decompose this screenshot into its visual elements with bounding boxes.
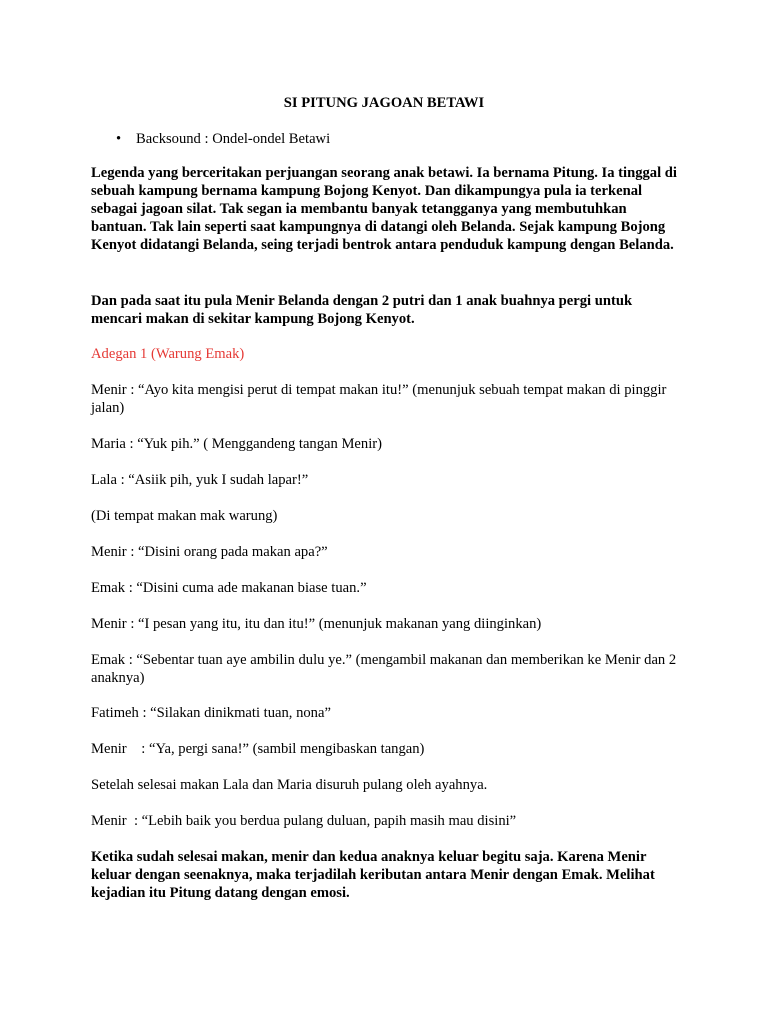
dialogue-line: Emak : “Disini cuma ade makanan biase tuan.” (91, 580, 367, 596)
dialogue-line: Setelah selesai makan Lala dan Maria disuruh pulang oleh ayahnya. (91, 777, 488, 793)
intro-paragraph: Legenda yang berceritakan perjuangan seorang anak betawi. Ia bernama Pitung. Ia tinggal di sebuah kampung bernama kampung Bojong Kenyot. Dan dikampungya pula ia terkenal sebagai jagoan silat. Tak segan ia membantu banyak tetangganya yang membutuhkan bantuan. Tak lain seperti saat kampungnya di datangi oleh Belanda. Sejak kampung Bojong Kenyot didatangi Belanda, seing terjadi bentrok antara penduduk kampung dengan Belanda. (91, 165, 677, 253)
dialogue-line: Menir : “Lebih baik you berdua pulang duluan, papih masih mau disini” (91, 813, 517, 829)
dialogue-line: Menir : “Disini orang pada makan apa?” (91, 544, 328, 560)
dialogue-line: Maria : “Yuk pih.” ( Menggandeng tangan Menir) (91, 436, 382, 452)
dialogue-line: Menir : “Ya, pergi sana!” (sambil mengibaskan tangan) (91, 741, 425, 757)
scene-heading: Adegan 1 (Warung Emak) (91, 346, 245, 362)
dialogue-line: Lala : “Asiik pih, yuk I sudah lapar!” (91, 472, 309, 488)
dialogue-line: Emak : “Sebentar tuan aye ambilin dulu ye.” (mengambil makanan dan memberikan ke Menir dan 2 anaknya) (91, 652, 677, 686)
document-title: SI PITUNG JAGOAN BETAWI (283, 95, 485, 111)
bullet-dot-icon: • (116, 131, 122, 147)
dialogue-line: Menir : “I pesan yang itu, itu dan itu!” (menunjuk makanan yang diinginkan) (91, 616, 542, 632)
backsound-bullet (116, 130, 330, 148)
dialogue-line: Fatimeh : “Silakan dinikmati tuan, nona” (91, 705, 331, 721)
second-paragraph: Dan pada saat itu pula Menir Belanda dengan 2 putri dan 1 anak buahnya pergi untuk mencari makan di sekitar kampung Bojong Kenyot. (91, 293, 633, 327)
closing-paragraph: Ketika sudah selesai makan, menir dan kedua anaknya keluar begitu saja. Karena Menir keluar dengan seenaknya, maka terjadilah keributan antara Menir dengan Emak. Melihat kejadian itu Pitung datang dengan emosi. (91, 849, 655, 901)
backsound-text: Backsound : Ondel-ondel Betawi (136, 131, 331, 147)
dialogue-line: (Di tempat makan mak warung) (91, 508, 278, 524)
dialogue-line: Menir : “Ayo kita mengisi perut di tempat makan itu!” (menunjuk sebuah tempat makan di pinggir jalan) (91, 382, 667, 416)
